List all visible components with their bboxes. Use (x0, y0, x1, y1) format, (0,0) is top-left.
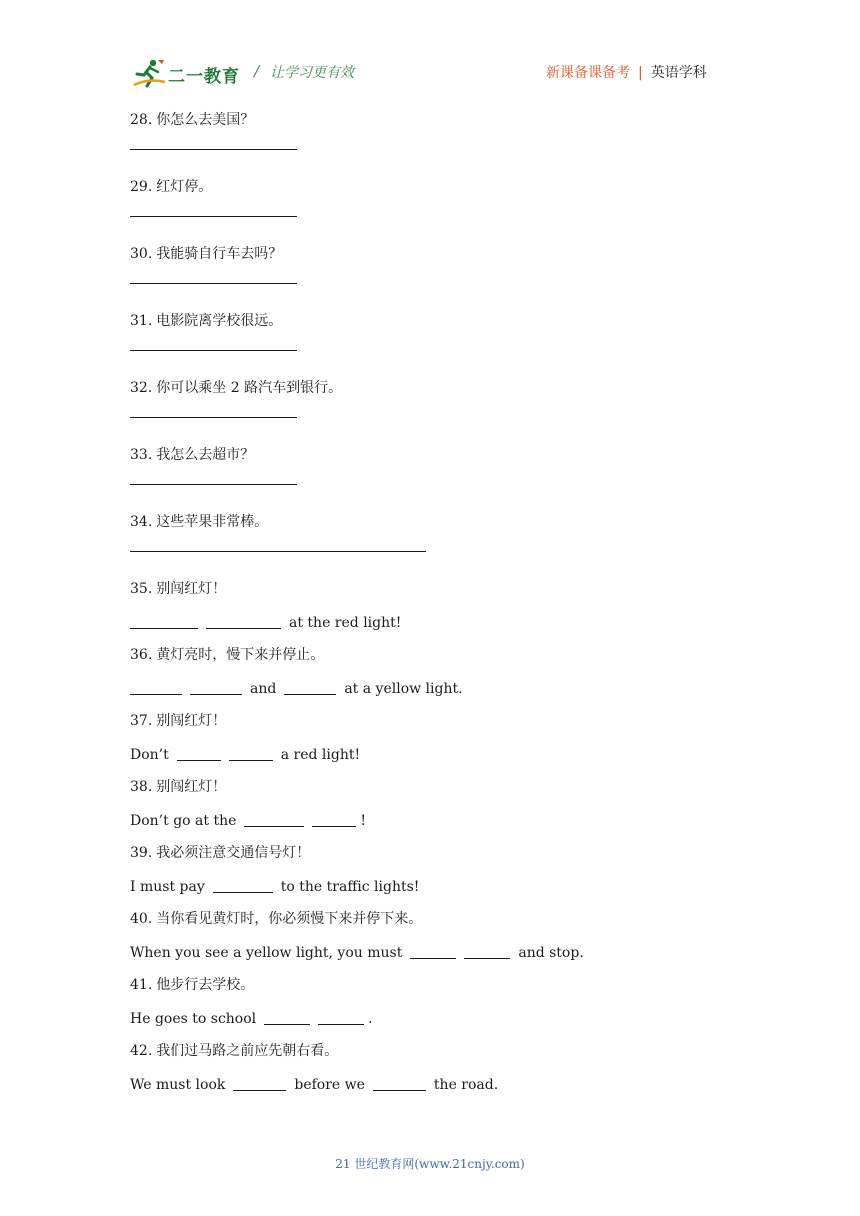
answer-text: Don’t (130, 747, 169, 763)
answer-line[interactable] (130, 330, 770, 351)
answer-blank[interactable] (410, 944, 456, 959)
answer-underline (130, 350, 297, 351)
question-number: 41. (130, 977, 153, 993)
question-item (130, 379, 770, 418)
answer-text: and (250, 681, 277, 697)
answer-text: at a yellow light. (344, 681, 463, 697)
question-number: 34. (130, 514, 153, 530)
question-prompt (130, 976, 770, 994)
answer-blank[interactable] (229, 746, 273, 761)
question-prompt (130, 379, 770, 397)
answer-blank[interactable] (233, 1076, 286, 1091)
answer-text: When you see a yellow light, you must (130, 945, 403, 961)
question-prompt (130, 844, 770, 862)
question-prompt (130, 910, 770, 928)
answer-blank[interactable] (130, 614, 198, 629)
question-prompt (130, 312, 770, 330)
question-number: 30. (130, 246, 153, 262)
answer-row (130, 944, 770, 962)
question-number: 40. (130, 911, 153, 927)
logo-wordmark: 二一教育 (168, 67, 240, 87)
question-prompt (130, 712, 770, 730)
answer-blank[interactable] (177, 746, 221, 761)
question-item (130, 1042, 770, 1094)
question-text: 我怎么去超市？ (156, 447, 255, 463)
answer-underline (130, 216, 297, 217)
answer-line[interactable] (130, 196, 770, 217)
answer-line[interactable] (130, 129, 770, 150)
question-number: 33. (130, 447, 153, 463)
answer-blank[interactable] (312, 812, 356, 827)
answer-blank[interactable] (284, 680, 336, 695)
question-item (130, 580, 770, 632)
question-text: 别闯红灯！ (156, 779, 227, 795)
answer-text: We must look (130, 1077, 226, 1093)
header-course-info (546, 62, 707, 82)
question-number: 38. (130, 779, 153, 795)
question-text: 黄灯亮时，慢下来并停止。 (156, 647, 325, 663)
answer-text: at the red light! (289, 615, 402, 631)
question-number: 37. (130, 713, 153, 729)
answer-underline (130, 283, 297, 284)
answer-blank[interactable] (264, 1010, 310, 1025)
answer-line[interactable] (130, 397, 770, 418)
question-item (130, 976, 770, 1028)
question-item (130, 844, 770, 896)
answer-row (130, 1010, 770, 1028)
question-item (130, 646, 770, 698)
answer-blank[interactable] (244, 812, 304, 827)
answer-text: the road. (433, 1077, 499, 1093)
question-text: 当你看见黄灯时，你必须慢下来并停下来。 (156, 911, 423, 927)
answer-row (130, 680, 770, 698)
question-text: 你怎么去美国？ (156, 112, 255, 128)
answer-blank[interactable] (318, 1010, 364, 1025)
question-prompt (130, 513, 770, 531)
question-text: 电影院离学校很远。 (156, 313, 283, 329)
question-item (130, 245, 770, 284)
question-number: 35. (130, 581, 153, 597)
question-item (130, 312, 770, 351)
answer-line[interactable] (130, 263, 770, 284)
question-item (130, 712, 770, 764)
question-item (130, 778, 770, 830)
answer-text: and stop. (518, 945, 584, 961)
question-item (130, 910, 770, 962)
page-footer: 21 世纪教育网(www.21cnjy.com) (335, 1157, 525, 1171)
question-text: 别闯红灯！ (156, 581, 227, 597)
answer-text: I must pay (130, 879, 205, 895)
question-number: 32. (130, 380, 153, 396)
answer-blank[interactable] (190, 680, 242, 695)
question-prompt (130, 1042, 770, 1060)
question-prompt (130, 646, 770, 664)
answer-blank[interactable] (373, 1076, 426, 1091)
question-text: 红灯停。 (156, 179, 213, 195)
question-prompt (130, 778, 770, 796)
question-list (130, 111, 770, 1108)
question-number: 31. (130, 313, 153, 329)
answer-text: Don’t go at the (130, 813, 237, 829)
slogan: 让学习更有效 (270, 65, 354, 81)
answer-line[interactable] (130, 531, 770, 552)
question-text: 我能骑自行车去吗？ (156, 246, 283, 262)
answer-row (130, 746, 770, 764)
answer-text: before we (294, 1077, 365, 1093)
answer-text: . (368, 1011, 373, 1027)
answer-row (130, 614, 770, 632)
question-number: 36. (130, 647, 153, 663)
brand-logo (132, 58, 242, 88)
question-item (130, 111, 770, 150)
runner-logo-icon (132, 58, 166, 88)
answer-text: He goes to school (130, 1011, 257, 1027)
answer-blank[interactable] (206, 614, 281, 629)
slogan-separator: / (254, 62, 260, 80)
answer-text: to the traffic lights! (280, 879, 420, 895)
question-prompt (130, 446, 770, 464)
question-text: 他步行去学校。 (156, 977, 255, 993)
answer-row (130, 812, 770, 830)
answer-blank[interactable] (130, 680, 182, 695)
answer-row (130, 878, 770, 896)
answer-underline (130, 551, 426, 552)
answer-underline (130, 149, 297, 150)
course-label: 新课备课备考 (546, 65, 630, 81)
subject-label: 英语学科 (650, 65, 707, 81)
question-item (130, 178, 770, 217)
question-text: 别闯红灯！ (156, 713, 227, 729)
question-prompt (130, 178, 770, 196)
question-text: 我必须注意交通信号灯！ (156, 845, 311, 861)
question-text: 你可以乘坐 2 路汽车到银行。 (156, 380, 343, 396)
question-prompt (130, 245, 770, 263)
answer-underline (130, 417, 297, 418)
answer-line[interactable] (130, 464, 770, 485)
question-text: 我们过马路之前应先朝右看。 (156, 1043, 339, 1059)
question-item (130, 513, 770, 552)
answer-text: ! (360, 813, 367, 829)
question-number: 42. (130, 1043, 153, 1059)
question-prompt (130, 111, 770, 129)
question-text: 这些苹果非常棒。 (156, 514, 269, 530)
answer-blank[interactable] (213, 878, 273, 893)
answer-underline (130, 484, 297, 485)
answer-row (130, 1076, 770, 1094)
question-number: 39. (130, 845, 153, 861)
header-divider: | (638, 65, 643, 81)
question-number: 28. (130, 112, 153, 128)
answer-text: a red light! (280, 747, 361, 763)
page-header (0, 0, 860, 100)
question-number: 29. (130, 179, 153, 195)
question-item (130, 446, 770, 485)
question-prompt (130, 580, 770, 598)
answer-blank[interactable] (464, 944, 510, 959)
